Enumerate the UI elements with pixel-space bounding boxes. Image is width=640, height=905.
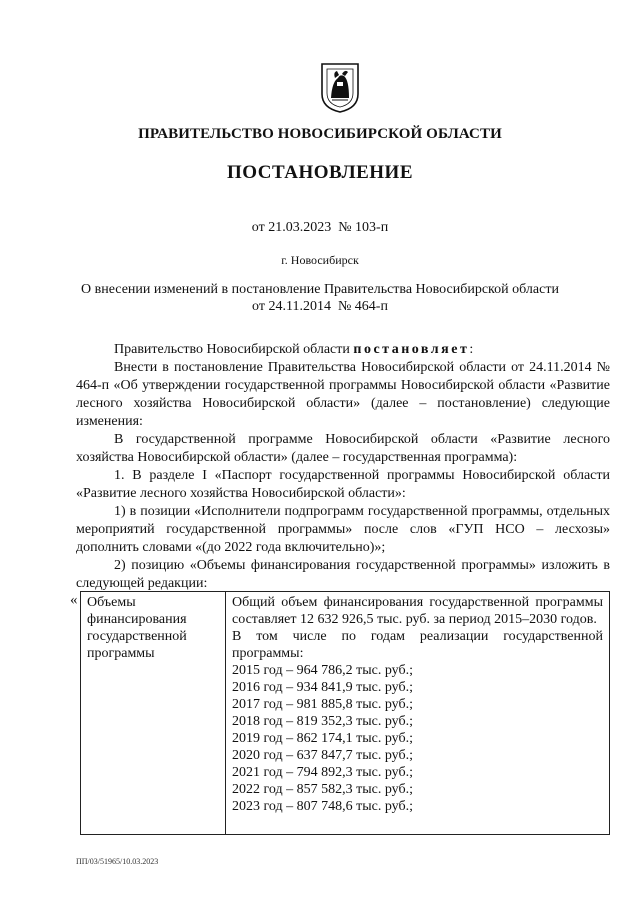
- organization-title: ПРАВИТЕЛЬСТВО НОВОСИБИРСКОЙ ОБЛАСТИ: [138, 126, 502, 142]
- document-date-number: от 21.03.2023 № 103-п: [251, 220, 389, 235]
- paragraph-section-1: 1. В разделе I «Паспорт государственной программы Новосибирской области «Развитие лесного хозяйства Новосибирской области»:: [76, 468, 610, 501]
- year-item: 2015 год – 964 786,2 тыс. руб.;: [232, 663, 413, 678]
- preamble-colon: :: [469, 342, 474, 357]
- year-item: 2019 год – 862 174,1 тыс. руб.;: [232, 731, 413, 746]
- paragraph-item-2: 2) позицию «Объемы финансирования государственной программы» изложить в следующей редакции:: [76, 558, 610, 591]
- financing-by-years-intro: В том числе по годам реализации государственной программы:: [232, 629, 603, 661]
- paragraph-item-1: 1) в позиции «Исполнители подпрограмм государственной программы, отдельных мероприятий государственной программы» после слов «ГУП НСО – лесхозы» дополнить словами «(до 2022 года включительно)»;: [76, 504, 610, 555]
- year-item: 2022 год – 857 582,3 тыс. руб.;: [232, 782, 413, 797]
- paragraph-program: В государственной программе Новосибирской области «Развитие лесного хозяйства Новосибирской области» (далее – государственная программа):: [76, 432, 610, 465]
- preamble-paragraph: [76, 341, 610, 359]
- document-subject: [0, 281, 640, 315]
- preamble-text: Правительство Новосибирской области: [114, 342, 354, 357]
- year-item: 2021 год – 794 892,3 тыс. руб.;: [232, 765, 413, 780]
- document-city: г. Новосибирск: [281, 253, 359, 267]
- subject-line-1: О внесении изменений в постановление Правительства Новосибирской области: [81, 282, 559, 297]
- financing-label-cell: Объемы финансирования государственной программы: [81, 592, 226, 835]
- document-footer-code: ПП/03/51965/10.03.2023: [76, 857, 159, 866]
- preamble-resolves: постановляет: [353, 342, 470, 357]
- financing-total: Общий объем финансирования государственной программы составляет 12 632 926,5 тыс. руб. за период 2015–2030 годов.: [232, 595, 603, 627]
- subject-line-2: от 24.11.2014 № 464-п: [252, 299, 388, 314]
- paragraph-amend-intro: Внести в постановление Правительства Новосибирской области от 24.11.2014 № 464-п «Об утверждении государственной программы Новосибирской области «Развитие лесного хозяйства Новосибирской области» (далее – постановление) следующие изменения:: [76, 360, 610, 429]
- year-item: 2020 год – 637 847,7 тыс. руб.;: [232, 748, 413, 763]
- opening-quote: «: [70, 592, 78, 608]
- coat-of-arms-icon: [318, 60, 362, 114]
- year-item: 2016 год – 934 841,9 тыс. руб.;: [232, 680, 413, 695]
- year-item: 2023 год – 807 748,6 тыс. руб.;: [232, 799, 413, 814]
- year-list: [232, 662, 603, 815]
- table-row: [81, 592, 610, 835]
- year-item: 2017 год – 981 885,8 тыс. руб.;: [232, 697, 413, 712]
- document-type: ПОСТАНОВЛЕНИЕ: [226, 162, 414, 183]
- financing-values-cell: [226, 592, 610, 835]
- year-item: 2018 год – 819 352,3 тыс. руб.;: [232, 714, 413, 729]
- financing-table: [80, 591, 610, 835]
